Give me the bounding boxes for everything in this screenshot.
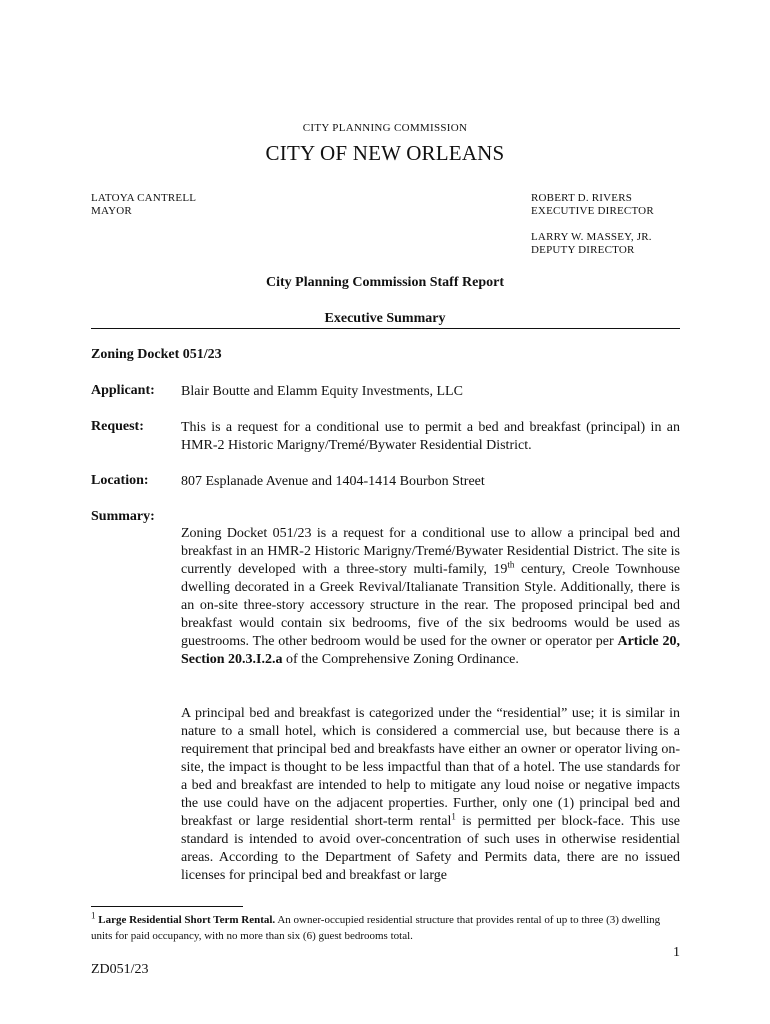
- summary-paragraph-2: [181, 705, 680, 885]
- executive-summary-heading: Executive Summary: [324, 311, 446, 326]
- applicant-label: Applicant:: [91, 383, 155, 398]
- footnote-term: Large Residential Short Term Rental.: [98, 914, 276, 926]
- zoning-docket-heading: Zoning Docket 051/23: [91, 347, 222, 362]
- footnote-marker: 1: [91, 910, 96, 921]
- executive-director-name: ROBERT D. RIVERS: [531, 192, 633, 204]
- footnote-text: An owner-occupied residential structure that provides rental of up to three (3) dwelling units for paid occupancy, with no more than six (6) guest bedrooms total.: [91, 914, 661, 942]
- footnote-divider: [91, 906, 243, 907]
- executive-director-title: EXECUTIVE DIRECTOR: [531, 205, 654, 217]
- deputy-director-name: LARRY W. MASSEY, JR.: [531, 231, 652, 243]
- location-value: 807 Esplanade Avenue and 1404-1414 Bourbon Street: [181, 474, 485, 489]
- location-label: Location:: [91, 473, 149, 488]
- summary-paragraph-1: [181, 525, 680, 669]
- city-heading: CITY OF NEW ORLEANS: [265, 141, 505, 165]
- summary-p2-text-b: is permitted per block-face. This use standard is intended to avoid over-concentration of such uses in otherwise residential areas. According to the Department of Safety and Permits data, there are no issued licenses for principal bed and breakfast or large: [181, 814, 680, 883]
- summary-label: Summary:: [91, 509, 155, 524]
- summary-p1-text-a: Zoning Docket 051/23 is a request for a conditional use to allow a principal bed and breakfast in an HMR-2 Historic Marigny/Tremé/Bywater Residential District. The site is currently developed with a three-story multi-family, 19: [181, 526, 680, 577]
- request-label: Request:: [91, 419, 144, 434]
- summary-p1-text-c: of the Comprehensive Zoning Ordinance.: [282, 652, 519, 667]
- commission-heading: CITY PLANNING COMMISSION: [302, 122, 468, 134]
- applicant-value: Blair Boutte and Elamm Equity Investments, LLC: [181, 384, 463, 399]
- deputy-director-title: DEPUTY DIRECTOR: [531, 244, 635, 256]
- ordinance-reference: Article 20, Section 20.3.I.2.a: [181, 634, 680, 667]
- summary-p2-text-a: A principal bed and breakfast is categorized under the “residential” use; it is similar in nature to a small hotel, which is considered a commercial use, but because there is a requirement that principal bed and breakfasts have either an owner or operator living on-site, the impact is thought to be less impactful than that of a hotel. The use standards for a bed and breakfast are intended to help to mitigate any loud noise or negative impacts the use could have on the adjacent properties. Further, only one (1) principal bed and breakfast or large residential short-term rental: [181, 706, 680, 829]
- mayor-title: MAYOR: [91, 205, 132, 217]
- document-code: ZD051/23: [91, 962, 149, 977]
- page-number: 1: [673, 945, 680, 960]
- ordinal-superscript: th: [507, 559, 515, 570]
- summary-p1-text-b: century, Creole Townhouse dwelling decorated in a Greek Revival/Italianate Transition Style. Additionally, there is an on-site three-story accessory structure in the rear. The proposed principal bed and breakfast would contain six bedrooms, five of the six bedrooms would be used as guestrooms. The other bedroom would be used for the owner or operator per: [181, 562, 680, 649]
- deputy-director-block: [531, 231, 652, 257]
- request-value: This is a request for a conditional use to permit a bed and breakfast (principal) in an HMR-2 Historic Marigny/Tremé/Bywater Residential District.: [181, 420, 680, 453]
- header-divider: [91, 328, 680, 329]
- footnote: [91, 912, 681, 944]
- executive-director-block: [531, 192, 654, 218]
- footnote-reference: 1: [451, 811, 456, 822]
- report-title: City Planning Commission Staff Report: [265, 275, 504, 290]
- mayor-name: LATOYA CANTRELL: [91, 192, 197, 204]
- mayor-block: [91, 192, 196, 218]
